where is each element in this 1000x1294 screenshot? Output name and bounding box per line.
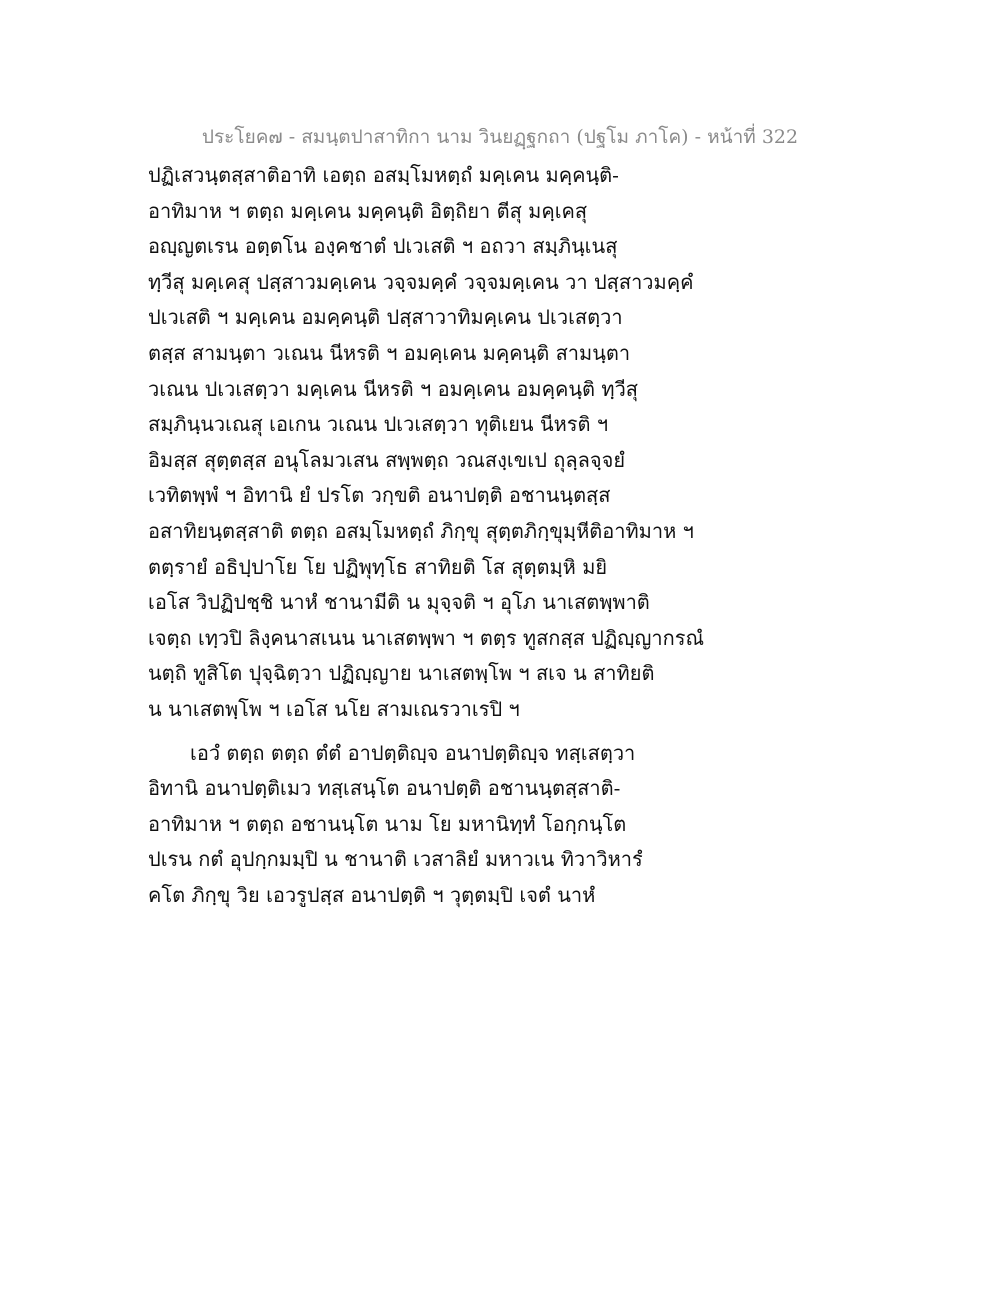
text-line: น นาเสตพฺโพ ฯ เอโส นโย สามเณรวาเรปิ ฯ [148,696,520,721]
text-line: เอโส วิปฏิปชฺชิ นาหํ ชานามีติ น มุจฺจติ ฯ อุโภ นาเสตพฺพาติ [148,590,650,615]
text-line: คโต ภิกฺขุ วิย เอวรูปสฺส อนาปตฺติ ฯ วุตฺตมฺปิ เจตํ นาหํ [148,882,596,907]
text-line: ปเรน กตํ อุปกฺกมมฺปิ น ชานาติ เวสาลิยํ มหาวเน ทิวาวิหารํ [148,847,643,872]
text-line: อิทานิ อนาปตฺติเมว ทสฺเสนฺโต อนาปตฺติ อชานนฺตสฺสาติ- [148,776,621,801]
text-line: ปเวเสติ ฯ มคฺเคน อมคฺคนฺติ ปสฺสาวาทิมคฺเคน ปเวเสตฺวา [148,305,623,330]
text-line: สมฺภินฺนวเณสุ เอเกน วเณน ปเวเสตฺวา ทุติเยน นีหรติ ฯ [148,412,609,437]
text-line: อญฺญตเรน อตฺตโน องฺคชาตํ ปเวเสติ ฯ อถวา สมฺภินฺเนสุ [148,234,618,259]
text-line: นตฺถิ ทูสิโต ปุจฺฉิตฺวา ปฏิญฺญาย นาเสตพฺโพ ฯ สเจ น สาทิยติ [148,661,655,686]
text-line: ปฏิเสวนฺตสฺสาติอาทิ เอตฺถ อสมฺโมหตฺถํ มคฺเคน มคฺคนฺติ- [148,163,619,187]
text-line: เจตฺถ เทฺวปิ ลิงฺคนาสเนน นาเสตพฺพา ฯ ตตฺร ทูสกสฺส ปฏิญฺญากรณํ [148,625,705,650]
text-line: อาทิมาห ฯ ตตฺถ อชานนฺโต นาม โย มหานิทฺทํ โอกฺกนฺโต [148,811,627,836]
text-line: อาทิมาห ฯ ตตฺถ มคฺเคน มคฺคนฺติ อิตฺถิยา ตีสุ มคฺเคสุ [148,198,588,223]
text-line: ตสฺส สามนฺตา วเณน นีหรติ ฯ อมคฺเคน มคฺคนฺติ สามนฺตา [148,340,631,365]
text-line: อิมสฺส สุตฺตสฺส อนุโลมวเสน สพฺพตฺถ วณสงฺเขเป ถุลฺลจฺจยํ [148,447,626,472]
text-line: วเณน ปเวเสตฺวา มคฺเคน นีหรติ ฯ อมคฺเคน อมคฺคนฺติ ทฺวีสุ [148,376,639,401]
text-line: เอวํ ตตฺถ ตตฺถ ตํตํ อาปตฺติญฺจ อนาปตฺติญฺจ ทสฺเสตฺวา [190,740,636,765]
page-header: ประโยค๗ - สมนฺตปาสาทิกา นาม วินยฏฺฐกถา (ปฐโม ภาโค) - หน้าที่ 322 [201,126,799,148]
text-line: ตตฺรายํ อธิปฺปาโย โย ปฏิพุทฺโธ สาทิยติ โส สุตฺตมฺหิ มยิ [148,554,608,579]
text-line: ทฺวีสุ มคฺเคสุ ปสฺสาวมคฺเคน วจฺจมคฺคํ วจฺจมคฺเคน วา ปสฺสาวมคฺคํ [148,269,694,294]
paragraph-gap [148,728,708,736]
text-line: เวทิตพฺพํ ฯ อิทานิ ยํ ปรโต วกฺขติ อนาปตฺติ อชานนฺตสฺส [148,483,611,508]
paragraph-1 [148,158,708,728]
paragraph-2 [148,736,708,914]
text-line: อสาทิยนฺตสฺสาติ ตตฺถ อสมฺโมหตฺถํ ภิกฺขุ สุตฺตภิกฺขุมฺหีติอาทิมาห ฯ [148,518,694,543]
body-text [148,158,708,913]
